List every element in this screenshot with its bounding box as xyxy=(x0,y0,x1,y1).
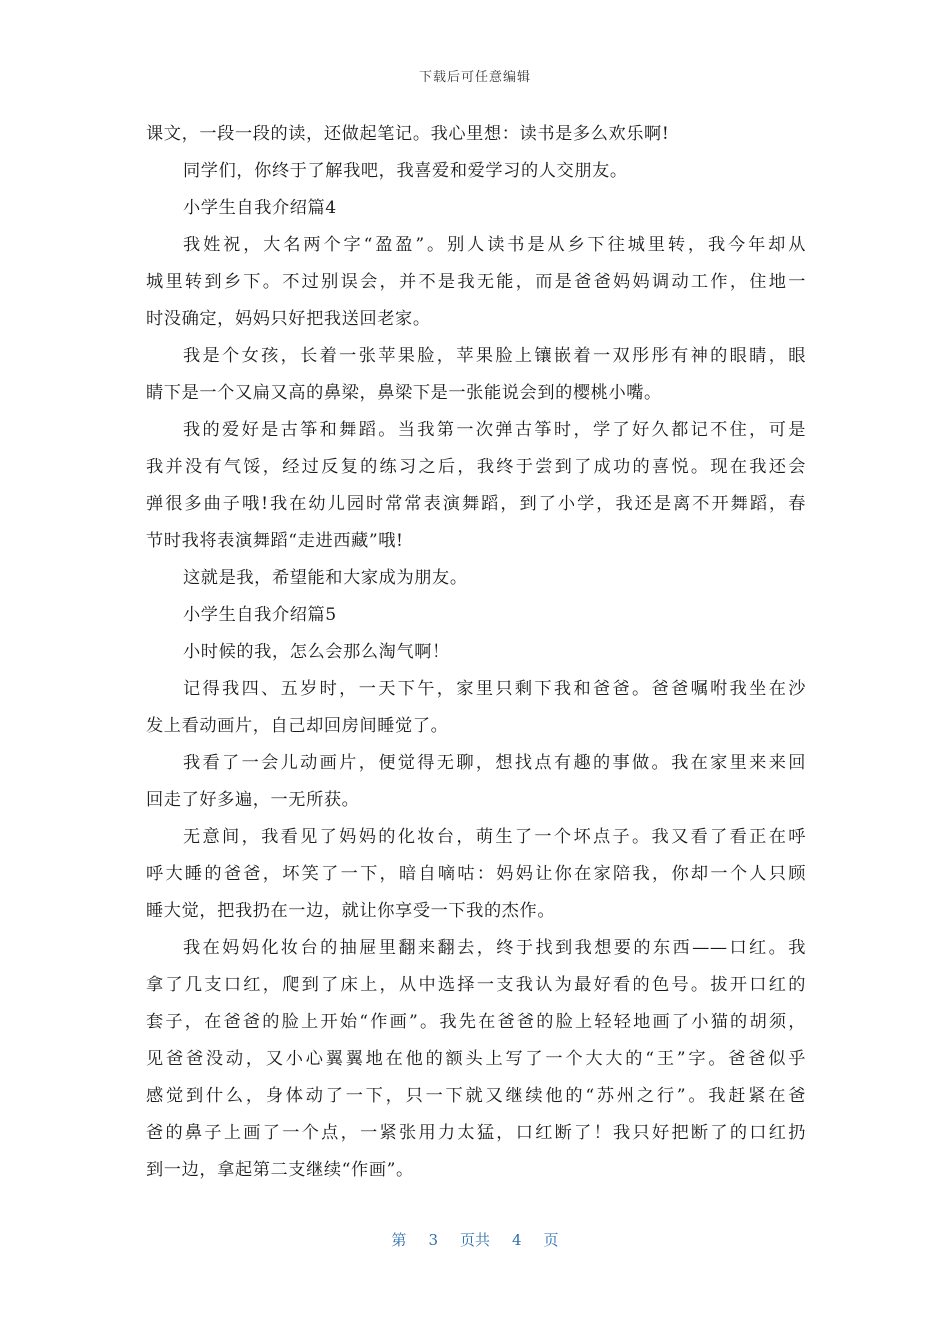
page-footer xyxy=(0,1229,950,1250)
text-line: 课文，一段一段的读，还做起笔记。我心里想：读书是多么欢乐啊! xyxy=(146,124,670,144)
text-line: 时没确定，妈妈只好把我送回老家。 xyxy=(146,309,431,329)
text-line: 节时我将表演舞蹈“走进西藏”哦! xyxy=(146,531,404,551)
text-line: 睛下是一个又扁又高的鼻梁，鼻梁下是一张能说会到的樱桃小嘴。 xyxy=(146,383,662,403)
text-line: 我姓祝，大名两个字“盈盈”。别人读书是从乡下往城里转，我今年却从 xyxy=(183,235,806,255)
document-body xyxy=(146,116,806,1189)
text-line: 我并没有气馁，经过反复的练习之后，我终于尝到了成功的喜悦。现在我还会 xyxy=(146,457,806,477)
section-heading: 小学生自我介绍篇4 xyxy=(183,198,337,218)
page-header: 下载后可任意编辑 xyxy=(418,70,531,85)
text-line: 拿了几支口红，爬到了床上，从中选择一支我认为最好看的色号。拔开口红的 xyxy=(146,975,806,995)
footer-suffix: 页 xyxy=(543,1231,559,1249)
text-line: 这就是我，希望能和大家成为朋友。 xyxy=(183,568,468,588)
text-line: 见爸爸没动，又小心翼翼地在他的额头上写了一个大大的“王”字。爸爸似乎 xyxy=(146,1049,806,1069)
footer-prefix: 第 xyxy=(391,1231,407,1249)
text-line: 到一边，拿起第二支继续“作画”。 xyxy=(146,1160,414,1180)
text-line: 回走了好多遍，一无所获。 xyxy=(146,790,360,810)
text-line: 我的爱好是古筝和舞蹈。当我第一次弹古筝时，学了好久都记不住，可是 xyxy=(183,420,806,440)
text-line: 记得我四、五岁时，一天下午，家里只剩下我和爸爸。爸爸嘱咐我坐在沙 xyxy=(183,679,806,699)
text-line: 我在妈妈化妆台的抽屉里翻来翻去，终于找到我想要的东西——口红。我 xyxy=(183,938,806,958)
text-line: 套子，在爸爸的脸上开始“作画”。我先在爸爸的脸上轻轻地画了小猫的胡须， xyxy=(146,1012,806,1032)
text-line: 爸的鼻子上画了一个点，一紧张用力太猛，口红断了！我只好把断了的口红扔 xyxy=(146,1123,806,1143)
text-line: 我是个女孩，长着一张苹果脸，苹果脸上镶嵌着一双彤彤有神的眼睛，眼 xyxy=(183,346,806,366)
text-line: 同学们，你终于了解我吧，我喜爱和爱学习的人交朋友。 xyxy=(183,161,628,181)
text-line: 城里转到乡下。不过别误会，并不是我无能，而是爸爸妈妈调动工作，住地一 xyxy=(146,272,806,292)
text-line: 弹很多曲子哦!我在幼儿园时常常表演舞蹈，到了小学，我还是离不开舞蹈，春 xyxy=(146,494,806,514)
text-line: 发上看动画片，自己却回房间睡觉了。 xyxy=(146,716,449,736)
footer-middle: 页共 xyxy=(459,1231,490,1249)
text-line: 我看了一会儿动画片，便觉得无聊，想找点有趣的事做。我在家里来来回 xyxy=(183,753,806,773)
section-heading: 小学生自我介绍篇5 xyxy=(183,605,337,625)
text-line: 无意间，我看见了妈妈的化妆台，萌生了一个坏点子。我又看了看正在呼 xyxy=(183,827,806,847)
current-page-number: 3 xyxy=(428,1231,438,1249)
text-line: 呼大睡的爸爸，坏笑了一下，暗自嘀咕：妈妈让你在家陪我，你却一个人只顾 xyxy=(146,864,806,884)
total-page-count: 4 xyxy=(512,1231,522,1249)
text-line: 小时候的我，怎么会那么淘气啊！ xyxy=(183,642,450,662)
text-line: 睡大觉，把我扔在一边，就让你享受一下我的杰作。 xyxy=(146,901,556,921)
text-line: 感觉到什么，身体动了一下，只一下就又继续他的“苏州之行”。我赶紧在爸 xyxy=(146,1086,806,1106)
